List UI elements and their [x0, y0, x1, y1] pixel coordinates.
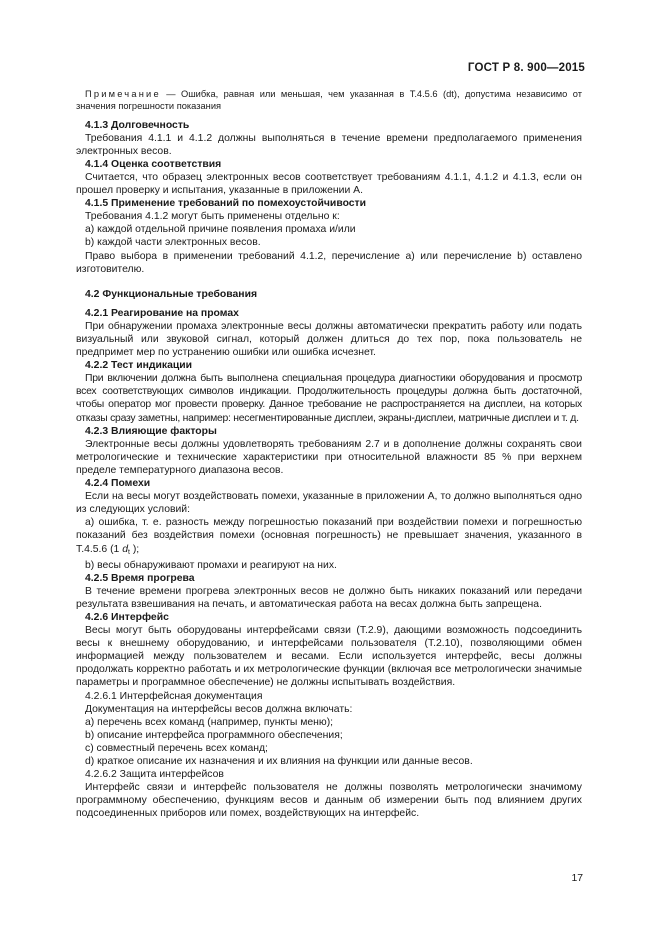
- paragraph: Требования 4.1.1 и 4.1.2 должны выполняться в течение времени предполагаемого применения электронных весов.: [76, 132, 582, 157]
- section-title-4-2-4: 4.2.4 Помехи: [85, 478, 151, 490]
- paragraph: Право выбора в применении требований 4.1.2, перечисление а) или перечисление b) оставлено изготовителю.: [76, 250, 582, 275]
- list-item: [76, 516, 582, 558]
- list-item: c) совместный перечень всех команд;: [85, 742, 268, 754]
- section-title-4-2-3: 4.2.3 Влияющие факторы: [85, 425, 217, 437]
- list-item: а) перечень всех команд (например, пункты меню);: [85, 716, 334, 728]
- note-label: Примечание: [85, 89, 161, 99]
- page-content: [76, 89, 582, 820]
- paragraph: Считается, что образец электронных весов соответствует требованиям 4.1.1, 4.1.2 и 4.1.3, если он прошел проверку и испытания, указанные в приложении А.: [76, 171, 582, 197]
- section-title-4-2-1: 4.2.1 Реагирование на промах: [85, 307, 239, 319]
- note-text: — Ошибка, равная или меньшая, чем указанная в Т.4.5.6 (dt), допустима независимо от значения погрешности показания: [76, 89, 582, 111]
- list-item-text: а) ошибка, т. е. разность между погрешностью показаний при воздействии помехи и погрешностью показаний без воздействия помехи (основная погрешность) не превышает значения, указанного в Т.4.5.6 (1: [76, 517, 582, 555]
- document-code: ГОСТ Р 8. 900—2015: [467, 62, 585, 74]
- section-title-4-2-6: 4.2.6 Интерфейс: [85, 611, 169, 623]
- paragraph: Интерфейс связи и интерфейс пользователя не должны позволять метрологически значимому программному обеспечению, функциям весов и данным об измерении быть под влиянием других подсоединенных приборов или помех, воздействующих на интерфейс.: [76, 782, 582, 820]
- note: [76, 89, 582, 113]
- paragraph: В течение времени прогрева электронных весов не должно быть никаких показаний или передачи результата взвешивания на печать, и автоматическая работа на весах должна быть запрещена.: [76, 585, 582, 610]
- symbol-subscript: t: [128, 548, 130, 556]
- section-title-4-2: 4.2 Функциональные требования: [85, 288, 258, 300]
- section-title-4-1-5: 4.1.5 Применение требований по помехоустойчивости: [85, 198, 367, 210]
- paragraph: При обнаружении промаха электронные весы должны автоматически прекратить работу или подать визуальный или звуковой сигнал, который должен длиться до тех пор, пока пользователь не предпримет мер по устранению ошибки или ошибка исчезнет.: [76, 320, 582, 359]
- subsection-title-4-2-6-2: 4.2.6.2 Защита интерфейсов: [85, 769, 224, 781]
- list-item: b) описание интерфейса программного обеспечения;: [85, 729, 343, 741]
- subsection-title-4-2-6-1: 4.2.6.1 Интерфейсная документация: [85, 690, 263, 702]
- paragraph: При включении должна быть выполнена специальная процедура диагностики оборудования и просмотр всех соответствующих символов индикации. Продолжительность процедуры должна быть достаточной, чтобы оператор мог провести проверку. Данное требование не распространяется на дисплеи, на которых отказы сразу заметны, например: несегментированные дисплеи, экраны-дисплеи, матричные дисплеи и т. д.: [76, 373, 582, 424]
- section-title-4-2-5: 4.2.5 Время прогрева: [85, 572, 195, 584]
- section-title-4-1-3: 4.1.3 Долговечность: [85, 119, 190, 131]
- paragraph: Документация на интерфейсы весов должна включать:: [85, 703, 353, 715]
- list-item: b) весы обнаруживают промахи и реагируют на них.: [85, 559, 337, 571]
- paragraph: Если на весы могут воздействовать помехи, указанные в приложении А, то должно выполняться одно из следующих условий:: [76, 491, 582, 516]
- paragraph: Весы могут быть оборудованы интерфейсами связи (Т.2.9), дающими возможность подсоединить весы к внешнему оборудованию, и интерфейсами пользователя (Т.2.10), позволяющими обмен информацией между пользователем и весами. Если используется интерфейс, весы должны продолжать корректно работать и их метрологические функции (включая все метрологически значимые параметры и программное обеспечение) не должны испытывать воздействия.: [76, 625, 582, 689]
- section-title-4-2-2: 4.2.2 Тест индикации: [85, 360, 193, 372]
- list-item: а) каждой отдельной причине появления промаха и/или: [85, 224, 356, 236]
- symbol-d: d: [122, 543, 128, 555]
- list-item: b) каждой части электронных весов.: [85, 237, 261, 249]
- paragraph: Электронные весы должны удовлетворять требованиям 2.7 и в дополнение должны сохранять свои метрологические и технические характеристики при относительной влажности 85 % при верхнем пределе температурного диапазона весов.: [76, 438, 582, 476]
- list-item-end: );: [129, 543, 140, 555]
- paragraph: Требования 4.1.2 могут быть применены отдельно к:: [85, 211, 340, 223]
- list-item: d) краткое описание их назначения и их влияния на функции или данные весов.: [85, 756, 473, 767]
- page-number: 17: [571, 873, 583, 884]
- section-title-4-1-4: 4.1.4 Оценка соответствия: [85, 158, 222, 170]
